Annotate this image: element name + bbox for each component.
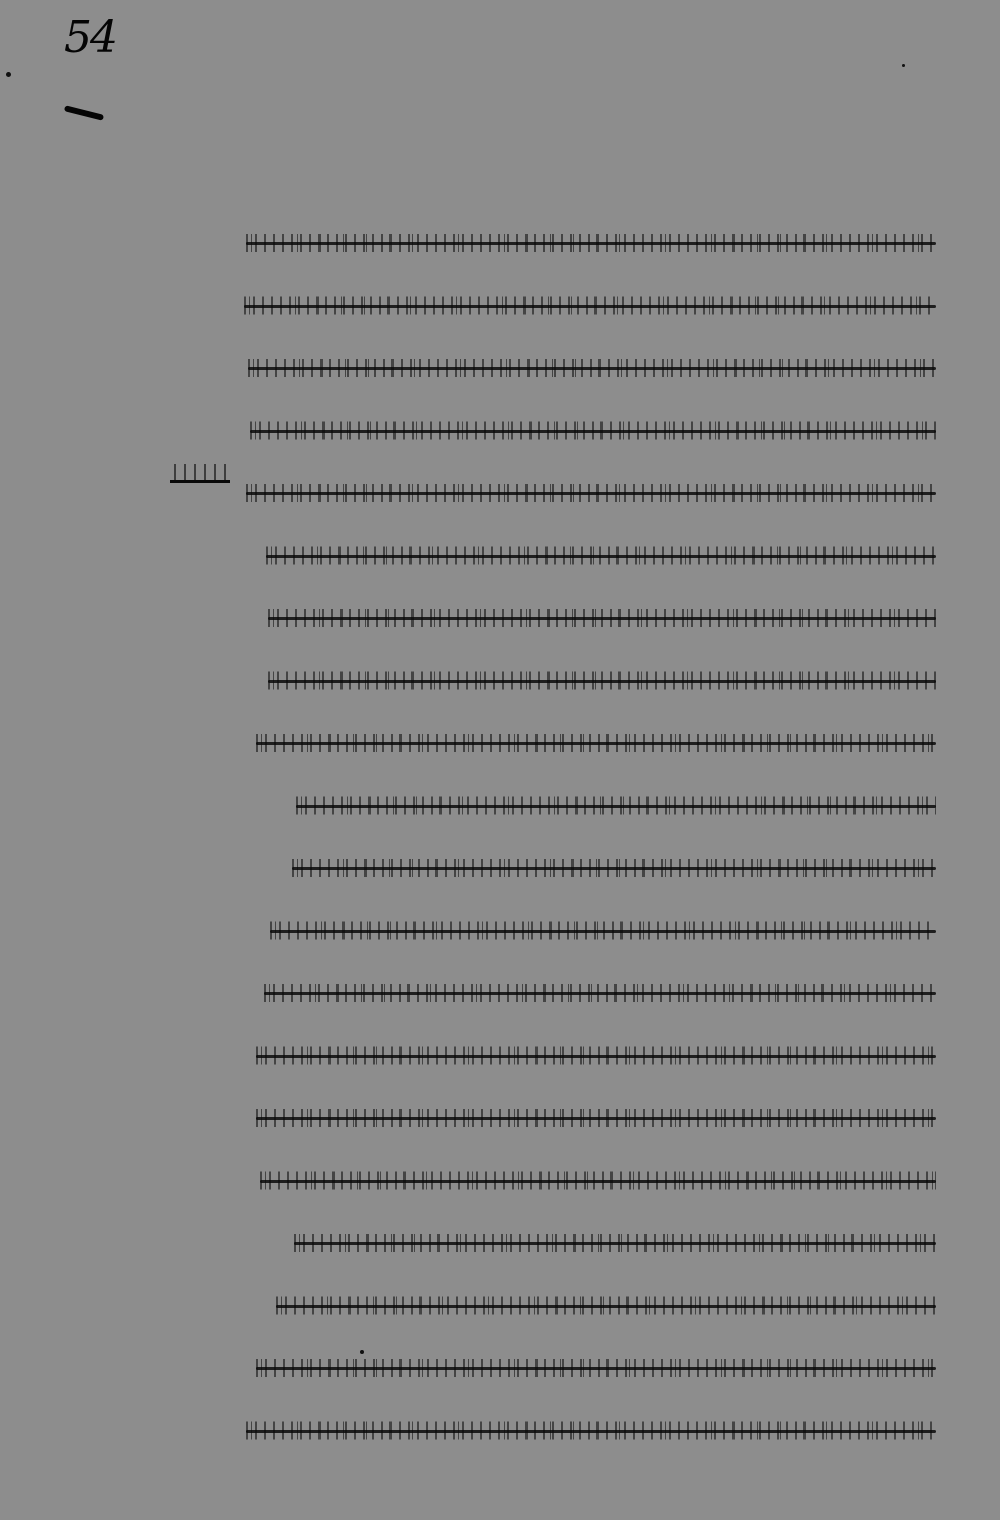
handwritten-line-9 — [236, 706, 1000, 769]
handwritten-line-4 — [236, 394, 1000, 457]
ink-speck — [6, 72, 11, 77]
pen-stroke-mark — [64, 105, 104, 120]
handwritten-line-8 — [236, 644, 1000, 707]
handwritten-line-3 — [236, 331, 1000, 394]
handwritten-text-block — [236, 206, 1000, 1456]
handwritten-line-18 — [236, 1269, 1000, 1332]
handwritten-line-17 — [236, 1206, 1000, 1269]
handwritten-line-12 — [236, 894, 1000, 957]
ink-speck — [902, 64, 905, 67]
handwritten-line-20 — [236, 1394, 1000, 1457]
handwritten-line-13 — [236, 956, 1000, 1019]
handwritten-line-10 — [236, 769, 1000, 832]
handwritten-line-7 — [236, 581, 1000, 644]
handwritten-line-5 — [236, 456, 1000, 519]
handwritten-line-15 — [236, 1081, 1000, 1144]
margin-note-handwriting — [170, 462, 230, 492]
handwritten-line-14 — [236, 1019, 1000, 1082]
handwritten-line-1 — [236, 206, 1000, 269]
handwritten-line-19 — [236, 1331, 1000, 1394]
handwritten-line-2 — [236, 269, 1000, 332]
handwritten-line-16 — [236, 1144, 1000, 1207]
page-number: 54 — [64, 12, 116, 63]
handwritten-line-11 — [236, 831, 1000, 894]
handwritten-line-6 — [236, 519, 1000, 582]
